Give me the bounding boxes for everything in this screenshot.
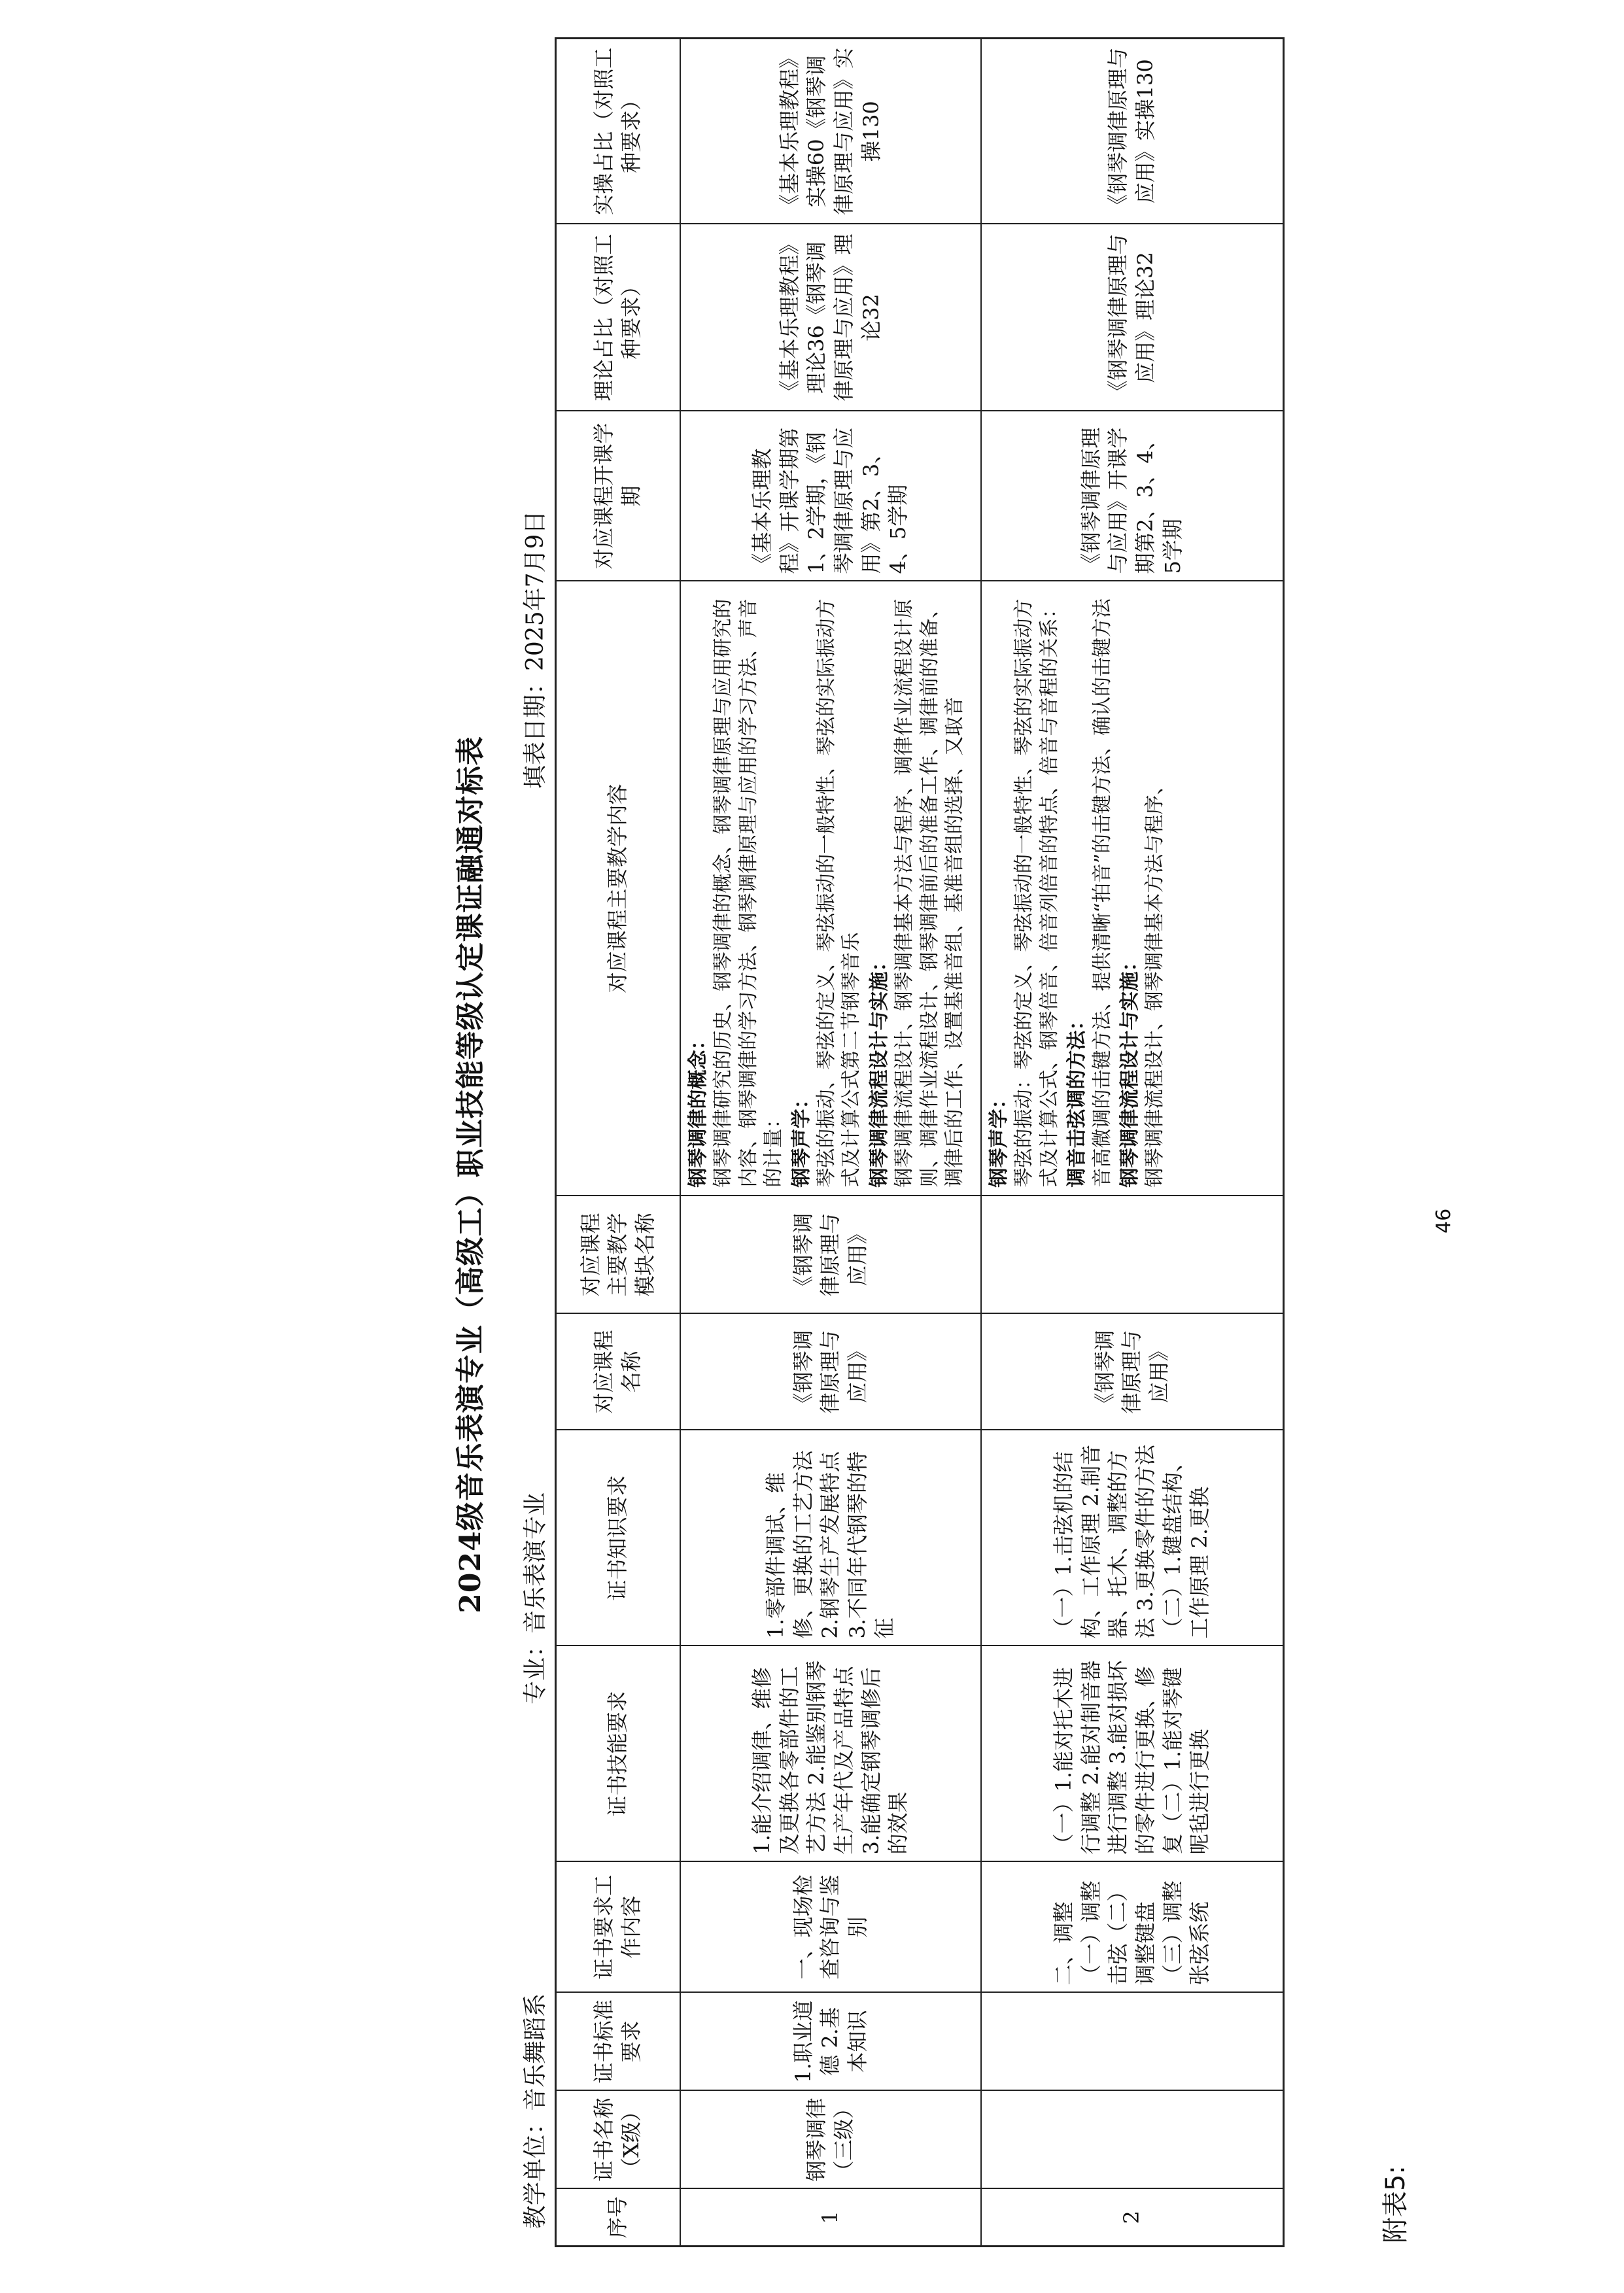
header-cert-standard: 证书标准要求: [556, 1993, 681, 2091]
page-number: 46: [1432, 1208, 1455, 1233]
content-section-text: 琴弦的振动：琴弦的定义、琴弦振动的一般特性、琴弦的实际振动方式及计算公式、钢琴倍音、倍音列倍音的特点、倍音与音程的关系：: [1012, 598, 1061, 1188]
row-course-module: 《钢琴调律原理与应用》: [680, 1196, 981, 1314]
header-practice-ratio: 实操占比（对照工种要求）: [556, 39, 681, 224]
row-cert-standard: [981, 1993, 1284, 2091]
table-row: [981, 39, 1284, 2247]
header-course-semester: 对应课程开课学期: [556, 411, 681, 581]
header-cert-knowledge: 证书知识要求: [556, 1430, 681, 1646]
header-row: [556, 39, 681, 2247]
row-course-semester: 《钢琴调律原理与应用》开课学期第2、3、4、5学期: [981, 411, 1284, 581]
content-section-text: 钢琴调律研究的历史、钢琴调律的概念、钢琴调律原理与应用研究的内容、钢琴调律的学习方法、钢琴调律原理与应用的学习方法、声音的计量：: [712, 598, 786, 1188]
content-section-text: 钢琴调律流程设计、钢琴调律基本方法与程序、调律作业流程设计原则、调律作业流程设计、钢琴调律前后的准备工作、调律前的准备、调律后的工作、设置基准音组、基准音组的选择、又取音: [893, 598, 966, 1188]
row-theory-ratio: 《钢琴调律原理与应用》理论32: [981, 224, 1284, 411]
major-label: 专业：音乐表演专业: [522, 1492, 549, 1704]
row-cert-skill: （一）1.能对托木进行调整 2.能对制音器进行调整 3.能对损坏的零件进行更换、修复（二）1.能对琴键呢毡进行更换: [981, 1646, 1284, 1862]
row-cert-name: [981, 2091, 1284, 2189]
row-course-name: 《钢琴调律原理与应用》: [680, 1314, 981, 1430]
header-cert-name: 证书名称（X级）: [556, 2091, 681, 2189]
row-course-content: [680, 581, 981, 1196]
content-section-title: 钢琴声学：: [988, 1089, 1011, 1188]
row-cert-skill: 1.能介绍调律、维修及更换各零部件的工艺方法 2.能鉴别钢琴生产年代及产品特点 3.能确定钢琴调修后的效果: [680, 1646, 981, 1862]
teaching-unit: 教学单位：音乐舞蹈系: [522, 1993, 549, 2229]
content-section-text: 音高微调的击键方法、提供清晰“拍音”的击键方法、确认的击键方法: [1090, 598, 1114, 1188]
row-cert-work: 二、调整（一）调整击弦（二）调整键盘（三）调整张弦系统: [981, 1862, 1284, 1993]
row-seq: 1: [680, 2189, 981, 2247]
row-practice-ratio: 《钢琴调律原理与应用》实操130: [981, 39, 1284, 224]
row-cert-work: 一、现场检查咨询与鉴别: [680, 1862, 981, 1993]
mapping-table: [555, 37, 1285, 2247]
header-course-content: 对应课程主要教学内容: [556, 581, 681, 1196]
row-course-semester: 《基本乐理教程》开课学期第1、2学期，《钢琴调律原理与应用》第2、3、4、5学期: [680, 411, 981, 581]
fill-date: 填表日期：2025年7月9日: [522, 510, 549, 789]
content-section-title: 钢琴调律流程设计与实施：: [867, 952, 891, 1188]
content-section-text: 琴弦的振动、琴弦的定义、琴弦振动的一般特性、琴弦的实际振动方式及计算公式第二节钢琴音乐: [814, 598, 863, 1188]
header-seq: 序号: [556, 2189, 681, 2247]
row-cert-name: 钢琴调律（三级）: [680, 2091, 981, 2189]
content-section-title: 钢琴调律的概念：: [687, 1030, 710, 1188]
row-course-module: [981, 1196, 1284, 1314]
content-section-title: 钢琴声学：: [789, 1089, 813, 1188]
row-course-content: [981, 581, 1284, 1196]
page-title: 2024级音乐表演专业（高级工）职业技能等级认定课证融通对标表: [454, 736, 487, 1613]
header-cert-work: 证书要求工作内容: [556, 1862, 681, 1993]
row-cert-standard: 1.职业道德 2.基本知识: [680, 1993, 981, 2091]
content-section-title: 调音击弦调的方法：: [1065, 1010, 1089, 1188]
row-cert-knowledge: 1.零部件调试、维修、更换的工艺方法 2.钢琴生产发展特点 3.不同年代钢琴的特征: [680, 1430, 981, 1646]
content-section-text: 钢琴调律流程设计、钢琴调律基本方法与程序、: [1143, 775, 1167, 1188]
table-row: [680, 39, 981, 2247]
row-cert-knowledge: （一）1.击弦机的结构、工作原理 2.制音器、托木、调整的方法 3.更换零件的方法（二）1.键盘结构、工作原理 2.更换: [981, 1430, 1284, 1646]
header-cert-skill: 证书技能要求: [556, 1646, 681, 1862]
header-course-name: 对应课程名称: [556, 1314, 681, 1430]
row-theory-ratio: 《基本乐理教程》理论36《钢琴调律原理与应用》理论32: [680, 224, 981, 411]
appendix-label: 附表5:: [1381, 2165, 1411, 2243]
row-seq: 2: [981, 2189, 1284, 2247]
row-practice-ratio: 《基本乐理教程》实操60《钢琴调律原理与应用》实操130: [680, 39, 981, 224]
header-course-module: 对应课程主要教学模块名称: [556, 1196, 681, 1314]
content-section-title: 钢琴调律流程设计与实施：: [1118, 952, 1141, 1188]
row-course-name: 《钢琴调律原理与应用》: [981, 1314, 1284, 1430]
header-theory-ratio: 理论占比（对照工种要求）: [556, 224, 681, 411]
